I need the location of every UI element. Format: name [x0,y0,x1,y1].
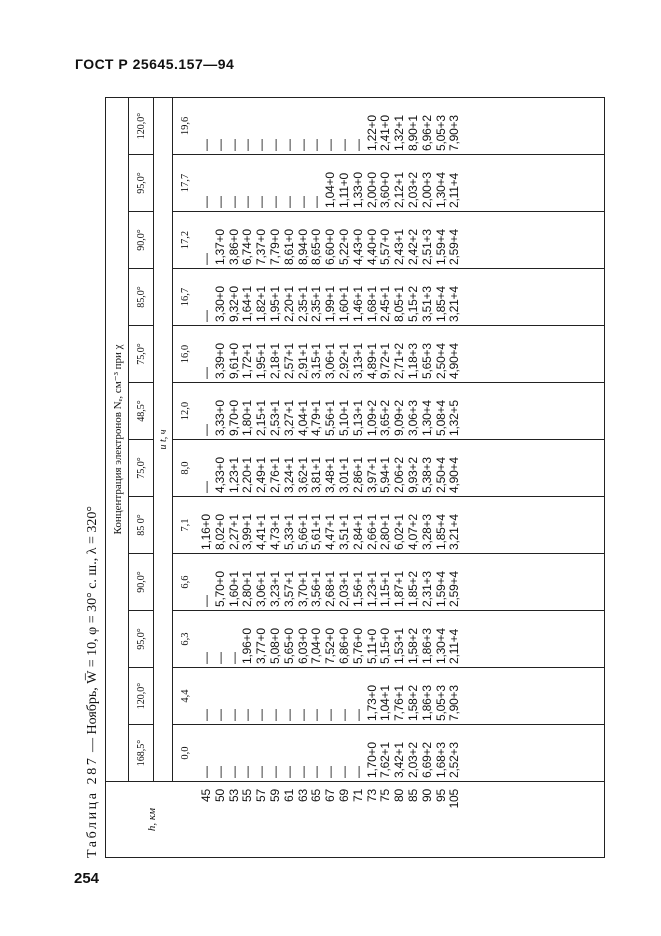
density-value: 5,15+2 [405,286,420,322]
local-time-cell: 17,7 [173,155,198,212]
density-value: — [281,766,296,778]
density-value: — [226,709,241,721]
density-value: 1,59+4 [433,571,448,607]
table-caption [82,506,104,858]
density-value: 2,53+1 [267,400,282,436]
height-value: 61 [281,789,296,802]
density-value: 1,72+1 [240,343,255,379]
density-value: — [281,139,296,151]
height-value: 45 [199,789,213,802]
density-value: — [350,139,365,151]
density-value: 4,07+2 [405,514,420,550]
density-value: 2,80+1 [378,514,393,550]
density-value: 7,90+3 [447,685,462,721]
local-time-cell: 17,2 [173,212,198,269]
density-value: — [323,709,338,721]
density-value: 3,62+1 [295,457,310,493]
density-column [197,440,605,497]
density-value: — [254,196,269,208]
density-value: 3,15+1 [309,343,324,379]
density-value: 3,60+0 [378,172,393,208]
density-value: — [199,424,213,436]
density-value: 1,22+0 [364,115,379,151]
rotated-table-block [82,98,592,858]
density-value: 5,66+1 [295,514,310,550]
density-value: 1,16+0 [199,514,213,550]
density-value: 5,76+0 [350,628,365,664]
local-time-cell: 7,1 [173,497,198,554]
height-value: 80 [392,789,407,802]
density-value: 3,06+1 [323,343,338,379]
density-value: 3,57+1 [281,571,296,607]
density-value: — [199,310,213,322]
density-value: 5,56+1 [323,400,338,436]
local-time-cell: 8,0 [173,440,198,497]
local-time-cell: 16,7 [173,269,198,326]
density-value: 2,11+4 [447,629,462,664]
density-value: — [254,139,269,151]
density-value: 2,50+4 [433,343,448,379]
density-value: 1,30+4 [419,400,434,436]
density-value: 1,86+3 [419,685,434,721]
height-value: 85 [405,789,420,802]
chi-header-cell: 90,0° [129,212,154,269]
density-value: — [212,709,227,721]
density-value: 3,23+1 [267,571,282,607]
density-value: 3,06+1 [254,571,269,607]
local-time-cell: 12,0 [173,383,198,440]
density-value: 1,68+1 [364,286,379,322]
density-value: 2,80+1 [240,571,255,607]
density-value: 6,96+2 [419,115,434,151]
density-value: 3,39+0 [212,343,227,379]
density-value: 4,41+1 [254,514,269,550]
density-value: 5,65+3 [419,343,434,379]
density-value: — [199,367,213,379]
density-value: 3,48+1 [323,457,338,493]
density-value: — [254,766,269,778]
local-time-cell: 19,6 [173,97,198,154]
density-value: 5,05+3 [433,115,448,151]
density-value: 2,86+1 [350,457,365,493]
density-value: 9,09+2 [392,400,407,436]
height-column-header: h, км [106,782,198,858]
density-value: — [212,652,227,664]
density-value: 3,70+1 [295,571,310,607]
density-value: 5,65+0 [281,628,296,664]
density-value: — [309,139,324,151]
density-value: 2,51+3 [419,229,434,265]
density-value: 1,68+3 [433,742,448,778]
density-value: 4,47+1 [323,514,338,550]
density-value: 5,57+0 [378,229,393,265]
density-value: 4,89+1 [364,343,379,379]
density-value: 2,03+1 [336,571,351,607]
density-value: 1,73+0 [364,685,379,721]
density-value: 5,94+1 [378,457,393,493]
density-value: 7,37+0 [254,229,269,265]
height-value: 53 [226,789,241,802]
density-value: 8,94+0 [295,229,310,265]
density-value: — [199,709,213,721]
density-value: 4,90+4 [447,457,462,493]
density-value: — [323,766,338,778]
height-value: 90 [419,789,434,802]
density-value: 1,37+0 [212,229,227,265]
density-value: 2,66+1 [364,514,379,550]
density-value: 2,00+3 [419,172,434,208]
density-value: 7,04+0 [309,628,324,664]
density-value: — [295,766,310,778]
height-value: 105 [447,789,462,809]
density-value: 2,59+4 [447,229,462,265]
density-value: 3,99+1 [240,514,255,550]
table-caption-number: Таблица 287 [85,755,100,858]
density-value: — [336,139,351,151]
density-value: 3,81+1 [309,457,324,493]
density-value: 2,35+1 [295,286,310,322]
density-value: 9,32+0 [226,286,241,322]
height-value: 73 [364,789,379,802]
density-value: — [199,139,213,151]
density-value: 4,33+0 [212,457,227,493]
density-value: 2,42+2 [405,229,420,265]
density-value: — [281,709,296,721]
density-value: 1,59+4 [433,229,448,265]
density-column [197,326,605,383]
density-value: 4,40+0 [364,229,379,265]
density-value: 1,64+1 [240,286,255,322]
density-value: — [212,139,227,151]
density-value: 7,90+3 [447,115,462,151]
density-value: 3,21+4 [447,514,462,550]
density-value: 3,13+1 [350,343,365,379]
chi-header-cell: 90,0° [129,554,154,611]
density-value: 4,04+1 [295,400,310,436]
electron-density-table [105,97,605,858]
local-time-cell: 16,0 [173,326,198,383]
density-value: 2,00+0 [364,172,379,208]
local-time-row [173,97,198,857]
density-value: 1,23+1 [364,571,379,607]
density-value: — [309,196,324,208]
density-value: 8,90+1 [405,115,420,151]
density-value: 9,70+0 [226,400,241,436]
chi-header-cell: 95,0° [129,611,154,668]
chi-header-cell: 85 0° [129,497,154,554]
density-value: 2,71+2 [392,343,407,379]
density-value: 7,79+0 [267,229,282,265]
height-value: 69 [336,789,351,802]
density-value: 3,51+3 [419,286,434,322]
density-value: 2,31+3 [419,571,434,607]
density-value: 1,32+5 [447,400,462,436]
density-value: 2,03+2 [405,742,420,778]
density-value: 1,82+1 [254,286,269,322]
height-value: 65 [309,789,324,802]
density-value: 9,72+1 [378,343,393,379]
density-value: 6,86+0 [336,628,351,664]
density-value: 1,86+3 [419,628,434,664]
density-value: 1,32+1 [392,115,407,151]
density-value: 3,28+3 [419,514,434,550]
density-value: — [254,709,269,721]
table-data-row [197,97,605,857]
density-value: 8,05+1 [392,286,407,322]
density-value: 7,52+0 [323,628,338,664]
density-value: 5,61+1 [309,514,324,550]
density-value: 1,58+2 [405,685,420,721]
density-value: 2,68+1 [323,571,338,607]
local-time-cell: 6,6 [173,554,198,611]
density-value: — [336,709,351,721]
density-value: — [240,766,255,778]
density-value: 2,92+1 [336,343,351,379]
chi-header-cell: 120,0° [129,97,154,154]
local-time-cell: 6,3 [173,611,198,668]
density-value: 5,05+3 [433,685,448,721]
density-value: 5,38+3 [419,457,434,493]
density-value: 3,51+1 [336,514,351,550]
density-value: 2,41+0 [378,115,393,151]
density-column [197,155,605,212]
density-column [197,383,605,440]
density-value: 9,93+2 [405,457,420,493]
density-value: 2,20+1 [240,457,255,493]
density-value: 1,87+1 [392,571,407,607]
density-value: 2,76+1 [267,457,282,493]
density-value: 8,65+0 [309,229,324,265]
density-value: — [309,709,324,721]
density-value: 2,52+3 [447,742,462,778]
density-value: 1,53+1 [392,628,407,664]
density-column [197,497,605,554]
density-value: — [295,139,310,151]
density-value: 5,08+4 [433,400,448,436]
density-value: 3,30+0 [212,286,227,322]
height-value: 50 [212,789,227,802]
density-value: 1,23+1 [226,457,241,493]
height-value: 57 [254,789,269,802]
page-number: 254 [74,870,100,887]
density-column [197,554,605,611]
density-value: 1,99+1 [323,286,338,322]
density-value: 2,11+4 [447,173,462,208]
density-value: — [323,139,338,151]
density-value: 3,56+1 [309,571,324,607]
density-value: 3,33+0 [212,400,227,436]
chi-header-cell: 95,0° [129,155,154,212]
density-value: — [199,766,213,778]
density-value: 8,02+0 [212,514,227,550]
standard-header: ГОСТ Р 25645.157—94 [75,56,235,72]
density-value: 5,15+0 [378,628,393,664]
density-value: 8,61+0 [281,229,296,265]
density-value: — [295,196,310,208]
density-value: — [240,196,255,208]
density-value: 2,57+1 [281,343,296,379]
height-value: 71 [350,789,365,802]
density-column [197,212,605,269]
density-value: — [267,196,282,208]
chi-header-cell: 168,5° [129,725,154,782]
density-value: 1,70+0 [364,742,379,778]
height-value: 63 [295,789,310,802]
density-value: 2,84+1 [350,514,365,550]
density-value: 1,85+4 [433,514,448,550]
density-value: 5,11+0 [364,629,379,664]
density-value: 5,70+0 [212,571,227,607]
density-value: 5,08+0 [267,628,282,664]
density-value: 2,03+2 [405,172,420,208]
density-value: — [212,766,227,778]
density-value: 7,62+1 [378,742,393,778]
density-value: 1,58+2 [405,628,420,664]
density-value: 1,33+0 [350,172,365,208]
density-value: — [309,766,324,778]
local-time-cell: 0,0 [173,725,198,782]
density-value: 1,15+1 [378,571,393,607]
density-value: — [199,652,213,664]
density-value: — [240,709,255,721]
density-value: — [267,766,282,778]
density-column [197,725,605,782]
density-value: 1,04+0 [323,172,338,208]
local-time-cell: 4,4 [173,668,198,725]
density-value: 6,60+0 [323,229,338,265]
density-value: 5,33+1 [281,514,296,550]
density-value: 3,21+4 [447,286,462,322]
density-value: 6,02+1 [392,514,407,550]
density-value: 1,11+0 [336,173,351,208]
density-value: — [226,766,241,778]
density-value: 1,09+2 [364,400,379,436]
chi-header-cell: 85,0° [129,269,154,326]
density-value: — [226,139,241,151]
density-value: 3,24+1 [281,457,296,493]
chi-header-cell: 48,5° [129,383,154,440]
height-value: 55 [240,789,255,802]
density-value: 5,22+0 [336,229,351,265]
density-value: 1,85+2 [405,571,420,607]
density-value: 1,30+4 [433,628,448,664]
density-value: 5,10+1 [336,400,351,436]
density-value: — [267,139,282,151]
height-value: 59 [267,789,282,802]
density-value: 1,96+0 [240,628,255,664]
density-value: 2,45+1 [378,286,393,322]
chi-header-cell: 75,0° [129,440,154,497]
density-value: 6,74+0 [240,229,255,265]
density-value: — [336,766,351,778]
density-value: 1,60+1 [336,286,351,322]
density-value: 1,60+1 [226,571,241,607]
density-value: 1,80+1 [240,400,255,436]
chi-header-row [129,97,154,857]
density-value: 4,90+4 [447,343,462,379]
density-value: — [199,481,213,493]
density-value: 3,27+1 [281,400,296,436]
density-value: 2,50+4 [433,457,448,493]
density-value: — [212,196,227,208]
density-value: 1,95+1 [254,343,269,379]
density-value: — [267,709,282,721]
local-time-header: и t, ч [154,97,173,781]
density-column [197,97,605,154]
density-value: 1,46+1 [350,286,365,322]
density-value: 2,20+1 [281,286,296,322]
density-value: 2,15+1 [254,400,269,436]
density-column [197,668,605,725]
density-value: 2,06+2 [392,457,407,493]
density-value: 3,97+1 [364,457,379,493]
density-value: 4,79+1 [309,400,324,436]
density-value: 2,49+1 [254,457,269,493]
density-value: 5,13+1 [350,400,365,436]
density-value: 3,86+0 [226,229,241,265]
concentration-header: Концентрация электронов Nₑ, см⁻³ при χ [106,97,129,781]
density-value: 1,30+4 [433,172,448,208]
table-caption-text: — Ноябрь, W̅ = 10, φ = 30° с. ш., λ = 320° [85,506,100,756]
density-value: 2,18+1 [267,343,282,379]
density-value: — [350,709,365,721]
height-value: 75 [378,789,393,802]
density-value: — [226,196,241,208]
chi-header-cell: 120,0° [129,668,154,725]
density-value: 4,73+1 [267,514,282,550]
density-value: 3,42+1 [392,742,407,778]
density-value: 2,35+1 [309,286,324,322]
density-value: 6,69+2 [419,742,434,778]
density-value: 1,56+1 [350,571,365,607]
density-value: 7,76+1 [392,685,407,721]
density-value: 2,43+1 [392,229,407,265]
height-value: 95 [433,789,448,802]
density-value: — [295,709,310,721]
density-value: 1,04+1 [378,685,393,721]
density-value: 2,59+4 [447,571,462,607]
density-value: 2,91+1 [295,343,310,379]
density-value: 4,43+0 [350,229,365,265]
density-value: 1,18+3 [405,343,420,379]
density-value: 3,01+1 [336,457,351,493]
density-value: 2,12+1 [392,172,407,208]
density-value: 6,03+0 [295,628,310,664]
density-value: — [281,196,296,208]
height-value: 67 [323,789,338,802]
density-value: 3,06+3 [405,400,420,436]
density-value: — [226,652,241,664]
density-column [197,611,605,668]
density-value: 1,95+1 [267,286,282,322]
density-value: — [199,253,213,265]
density-value: 1,85+4 [433,286,448,322]
density-value: 3,65+2 [378,400,393,436]
density-value: 2,27+1 [226,514,241,550]
density-value: — [199,196,213,208]
density-value: — [199,595,213,607]
density-column [197,269,605,326]
density-value: 9,61+0 [226,343,241,379]
density-value: 3,77+0 [254,628,269,664]
density-value: — [350,766,365,778]
chi-header-cell: 75,0° [129,326,154,383]
height-values-column [197,782,605,858]
density-value: — [240,139,255,151]
